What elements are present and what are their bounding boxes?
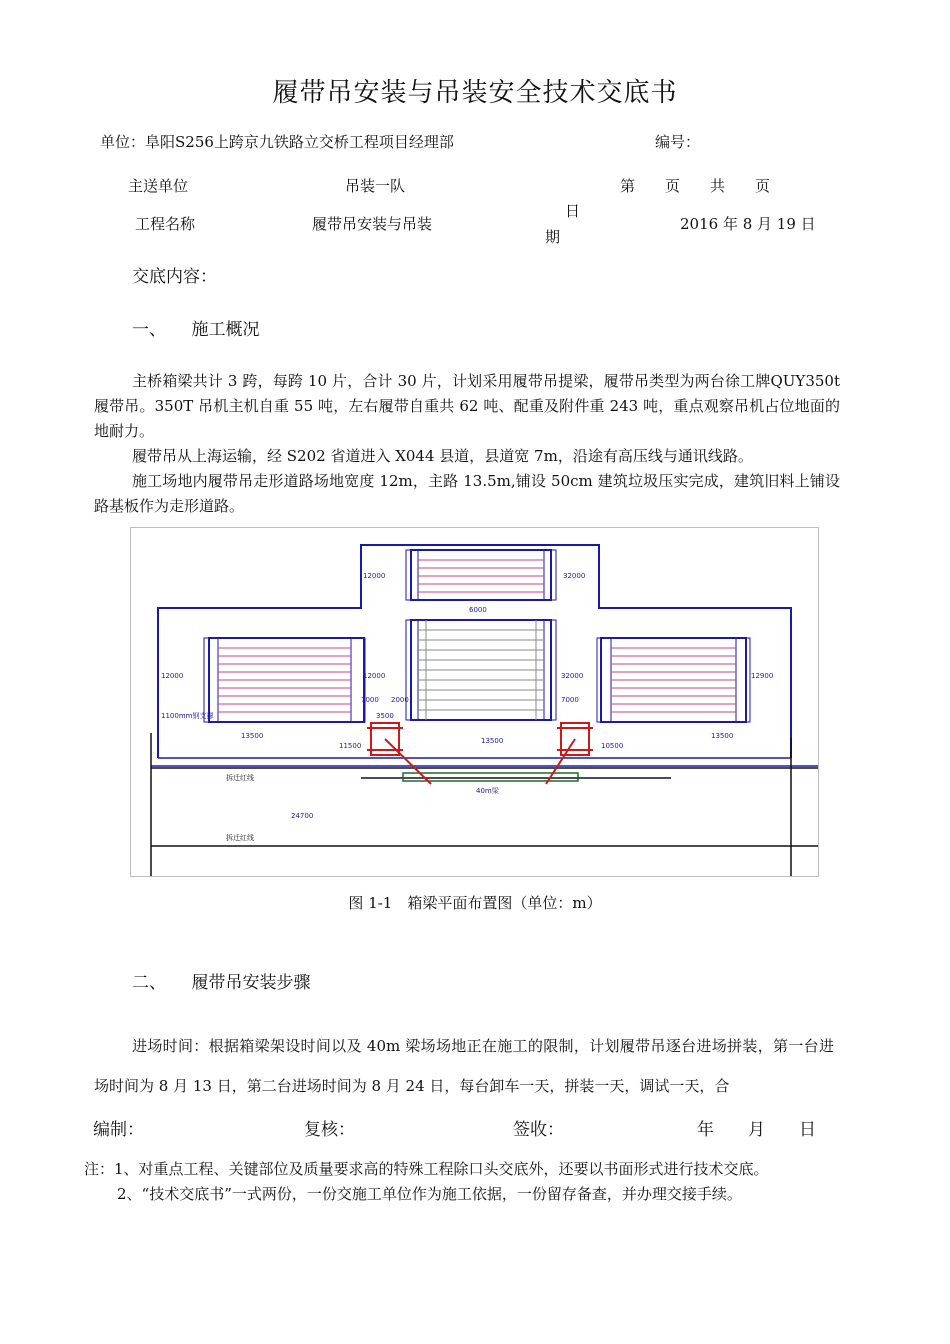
right-crane — [546, 723, 593, 784]
road-label-2: 拆迁红线 — [226, 834, 254, 842]
section1-paragraph-1: 主桥箱梁共计 3 跨，每跨 10 片，合计 30 片，计划采用履带吊提梁，履带吊类型为两台徐工牌QUY350t 履带吊。350T 吊机主机自重 55 吨，左右履带自重共 62 吨、配重及附件重 243 吨，重点观察吊机占位地面的地耐力。 — [94, 372, 840, 440]
section1-body — [94, 369, 840, 519]
dim-7000-right: 7000 — [561, 696, 579, 704]
document-title: 履带吊安装与吊装安全技术交底书 — [272, 78, 678, 108]
dim-12900-right: 12900 — [751, 672, 774, 680]
girder-label: 40m梁 — [476, 787, 499, 795]
figure-caption: 图 1-1 箱梁平面布置图（单位：m） — [348, 894, 602, 912]
dim-6000: 6000 — [469, 606, 487, 614]
date-label-top: 日 — [565, 202, 581, 220]
number-label: 编号： — [655, 133, 701, 151]
section1-paragraph-2: 履带吊从上海运输，经 S202 省道进入 X044 县道，县道宽 7m，沿途有高压线与通讯线路。 — [132, 447, 753, 465]
section2-paragraph-1: 进场时间：根据箱梁架设时间以及 40m 梁场场地正在施工的限制，计划履带吊逐台进场拼装，第一台进场时间为 8 月 13 日，第二台进场时间为 8 月 24 日，每台卸车一天，拼装一天，调试一天，合 — [94, 1037, 834, 1095]
section2-heading: 二、 履带吊安装步骤 — [132, 973, 311, 993]
layout-drawing — [131, 528, 818, 876]
date-label-bottom: 期 — [545, 228, 561, 246]
dim-13500-left: 13500 — [241, 732, 264, 740]
section1-heading: 一、 施工概况 — [132, 320, 260, 340]
content-label: 交底内容： — [132, 267, 217, 287]
dim-12000-left: 12000 — [161, 672, 184, 680]
main-road — [151, 733, 818, 876]
left-crane — [367, 723, 431, 784]
dim-10500: 10500 — [601, 742, 624, 750]
recipient-value: 吊装一队 — [345, 177, 406, 195]
project-value: 履带吊安装与吊装 — [312, 215, 433, 233]
note-2: 2、“技术交底书”一式两份，一份交施工单位作为施工依据，一份留存备查，并办理交接手续。 — [117, 1185, 742, 1203]
dim-32000-top: 32000 — [563, 572, 586, 580]
centre-yard — [406, 620, 556, 720]
section2-body — [94, 1026, 834, 1106]
dim-7000-left: 7000 — [361, 696, 379, 704]
dim-13500-right: 13500 — [711, 732, 734, 740]
left-yard — [204, 638, 365, 722]
sign-date: 年 月 日 — [697, 1120, 816, 1140]
dim-2000: 2000 — [391, 696, 409, 704]
dim-32000-mid: 32000 — [561, 672, 584, 680]
road-label-1: 拆迁红线 — [226, 774, 254, 782]
right-yard — [597, 638, 750, 722]
dim-24700: 24700 — [291, 812, 314, 820]
reviewer-label: 复核： — [304, 1120, 355, 1140]
editor-label: 编制： — [93, 1120, 144, 1140]
access-road — [151, 758, 818, 766]
top-yard — [406, 550, 556, 600]
section1-paragraph-3: 施工场地内履带吊走形道路场地宽度 12m，主路 13.5m,铺设 50cm 建筑垃圾压实完成，建筑旧料上铺设路基板作为走形道路。 — [94, 472, 840, 515]
crane-note: 1100mm钢支撑 — [161, 712, 214, 720]
dim-3500: 3500 — [376, 712, 394, 720]
dim-12600: 12000 — [363, 672, 386, 680]
dim-13500-centre: 13500 — [481, 737, 504, 745]
receiver-label: 签收： — [513, 1120, 564, 1140]
note-1: 注：1、对重点工程、关键部位及质量要求高的特殊工程除口头交底外，还要以书面形式进行技术交底。 — [84, 1160, 769, 1178]
dim-11500: 11500 — [339, 742, 362, 750]
recipient-label: 主送单位 — [128, 177, 189, 195]
unit-label: 单位：阜阳S256上跨京九铁路立交桥工程项目经理部 — [100, 133, 454, 151]
date-value: 2016 年 8 月 19 日 — [680, 215, 816, 233]
dim-12000-top: 12000 — [363, 572, 386, 580]
project-label: 工程名称 — [135, 215, 196, 233]
layout-figure — [130, 527, 819, 877]
page-count: 第 页 共 页 — [620, 177, 771, 195]
site-boundary — [158, 545, 791, 758]
